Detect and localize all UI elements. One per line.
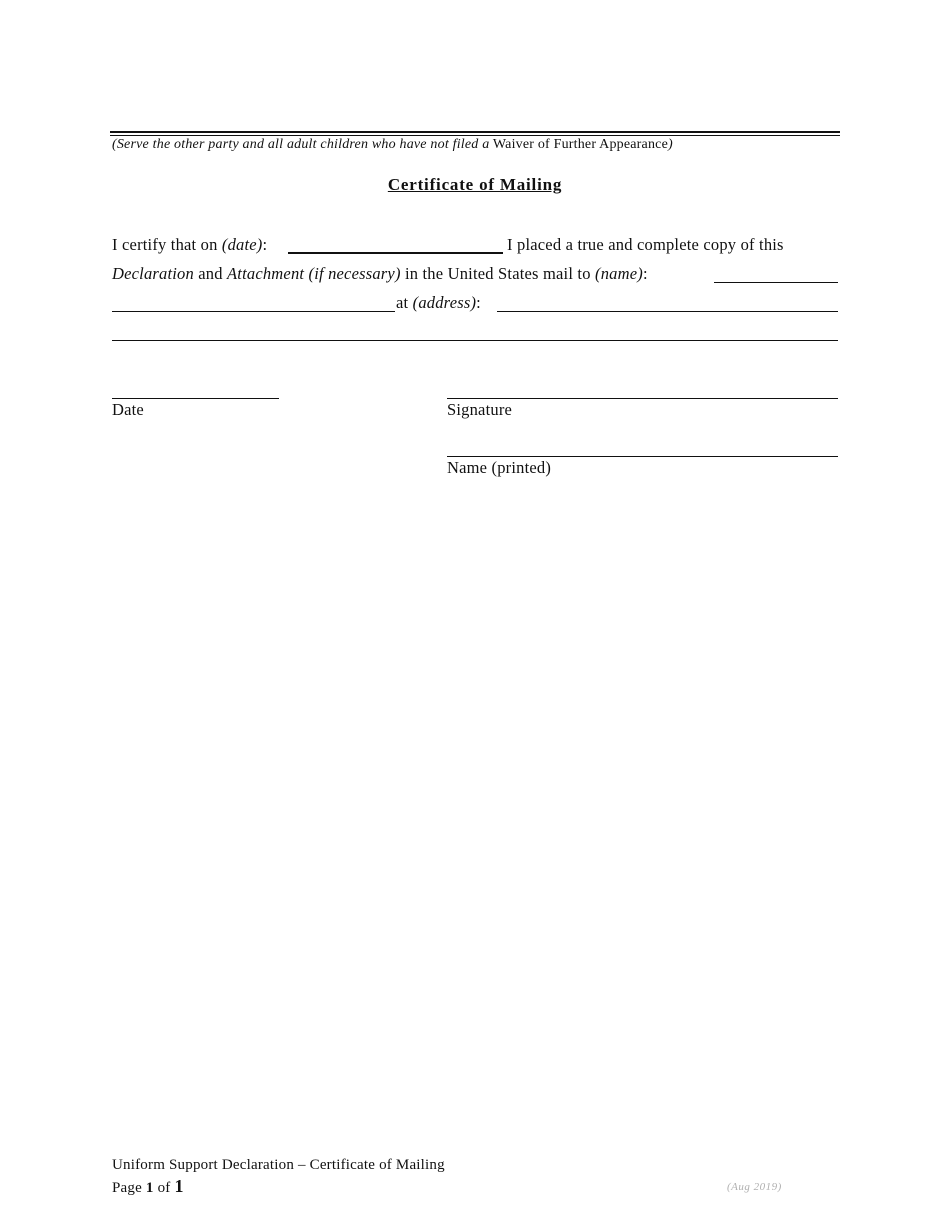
page-title: Certificate of Mailing: [387, 175, 563, 194]
revision-date: (Aug 2019): [727, 1181, 782, 1193]
page-total: 1: [174, 1176, 184, 1196]
placed-copy-text: I placed a true and complete copy of this: [507, 235, 784, 254]
name-printed-blank[interactable]: [447, 456, 838, 457]
certify-lead: I certify that on: [112, 235, 218, 254]
date-signed-blank[interactable]: [112, 398, 279, 399]
certify-line-3: at (address):: [396, 293, 481, 312]
footer-page-number: Page 1 of 1: [112, 1176, 184, 1196]
recipient-name-blank[interactable]: [714, 282, 838, 283]
date-field-label: (date): [221, 235, 263, 254]
footer-form-title: Uniform Support Declaration – Certificate of Mailing: [112, 1157, 445, 1173]
certify-line-1: I certify that on (date):: [112, 235, 268, 254]
mailing-date-blank[interactable]: [288, 252, 503, 254]
attachment-word: Attachment (if necessary): [227, 264, 401, 283]
page-current: 1: [145, 1180, 154, 1196]
top-double-rule-thick: [110, 131, 840, 133]
address-blank-continued[interactable]: [112, 340, 838, 341]
date-label: Date: [112, 400, 144, 419]
certify-line-2: Declaration and Attachment (if necessary) in the United States mail to (name):: [112, 264, 648, 283]
declaration-word: Declaration: [112, 264, 194, 283]
signature-label: Signature: [447, 400, 513, 419]
top-double-rule-thin: [110, 135, 840, 136]
name-printed-label: Name (printed): [447, 458, 552, 477]
instruction-lead: (Serve the other party and all adult children who have not filed a: [112, 137, 490, 152]
service-instruction: [112, 137, 673, 153]
signature-blank[interactable]: [447, 398, 838, 399]
instruction-close: ): [667, 137, 673, 152]
name-field-label: (name): [595, 264, 643, 283]
recipient-name-blank-continued[interactable]: [112, 311, 395, 312]
address-blank[interactable]: [497, 311, 838, 312]
address-field-label: (address): [412, 293, 477, 312]
waiver-form-name: Waiver of Further Appearance: [492, 137, 668, 152]
